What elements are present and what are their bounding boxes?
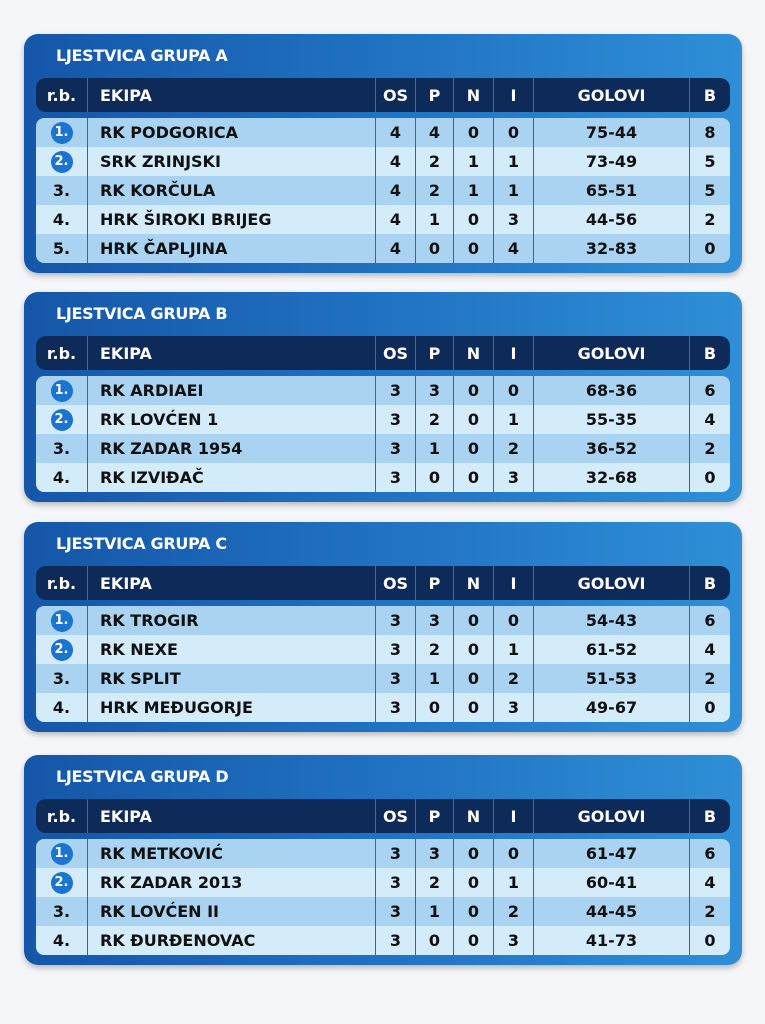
i-cell: 2: [494, 897, 534, 926]
i-cell: 4: [494, 234, 534, 263]
b-cell: 0: [704, 931, 716, 950]
golovi-cell: 61-47: [534, 839, 690, 868]
column-header-i: I: [494, 566, 534, 600]
table-row: [36, 205, 730, 234]
rank-cell: [36, 405, 88, 434]
column-header-golovi: GOLOVI: [534, 566, 690, 600]
column-header-n: N: [454, 799, 494, 833]
golovi-cell: 32-68: [534, 463, 690, 492]
rank-cell: [36, 635, 88, 664]
rank-badge: 2.: [51, 409, 73, 431]
column-header-b: B: [703, 85, 717, 105]
golovi-cell: 65-51: [534, 176, 690, 205]
b-cell: 0: [704, 698, 716, 717]
p-cell: 3: [416, 376, 454, 405]
column-header-b: B: [703, 343, 717, 363]
table-body: [36, 839, 730, 955]
table-row: [36, 693, 730, 722]
os-cell: 3: [376, 868, 416, 897]
n-cell: 0: [454, 897, 494, 926]
n-cell: 0: [454, 868, 494, 897]
table-body: [36, 606, 730, 722]
i-cell: 1: [494, 147, 534, 176]
p-cell: 2: [416, 147, 454, 176]
golovi-cell: 44-56: [534, 205, 690, 234]
i-cell: 2: [494, 664, 534, 693]
team-name: HRK ŠIROKI BRIJEG: [88, 205, 376, 234]
p-cell: 0: [416, 234, 454, 263]
column-header-n: N: [454, 566, 494, 600]
b-cell: 6: [704, 844, 716, 863]
p-cell: 2: [416, 405, 454, 434]
column-header-i: I: [494, 799, 534, 833]
i-cell: 0: [494, 839, 534, 868]
os-cell: 3: [376, 434, 416, 463]
os-cell: 4: [376, 118, 416, 147]
rank-cell: [36, 118, 88, 147]
team-name: RK IZVIĐAČ: [88, 463, 376, 492]
team-name: RK KORČULA: [88, 176, 376, 205]
b-cell: 4: [704, 640, 716, 659]
p-cell: 4: [416, 118, 454, 147]
group-title: LJESTVICA GRUPA D: [56, 767, 229, 786]
os-cell: 3: [376, 376, 416, 405]
column-header-n: N: [454, 78, 494, 112]
b-cell: 5: [704, 152, 716, 171]
rank-badge: 2.: [51, 151, 73, 173]
team-name: RK ARDIAEI: [88, 376, 376, 405]
rb-cell: 4.: [36, 926, 88, 955]
b-cell: 4: [704, 410, 716, 429]
column-header-rb: r.b.: [36, 566, 88, 600]
column-header-b: B: [703, 806, 717, 826]
os-cell: 4: [376, 147, 416, 176]
rank-badge: 1.: [51, 610, 73, 632]
group-title: LJESTVICA GRUPA B: [56, 304, 228, 323]
i-cell: 0: [494, 606, 534, 635]
i-cell: 1: [494, 176, 534, 205]
os-cell: 4: [376, 176, 416, 205]
rb-cell: 3.: [36, 434, 88, 463]
column-header-n: N: [454, 336, 494, 370]
column-header-os: OS: [376, 799, 416, 833]
table-row: [36, 147, 730, 176]
golovi-cell: 54-43: [534, 606, 690, 635]
rb-cell: 5.: [36, 234, 88, 263]
rb-cell: 3.: [36, 176, 88, 205]
os-cell: 4: [376, 205, 416, 234]
os-cell: 4: [376, 234, 416, 263]
n-cell: 0: [454, 434, 494, 463]
table-row: [36, 635, 730, 664]
table-row: [36, 897, 730, 926]
rb-cell: 4.: [36, 463, 88, 492]
rb-cell: 4.: [36, 693, 88, 722]
golovi-cell: 73-49: [534, 147, 690, 176]
n-cell: 0: [454, 405, 494, 434]
column-header-b: B: [703, 573, 717, 593]
column-header-rb: r.b.: [36, 336, 88, 370]
golovi-cell: 61-52: [534, 635, 690, 664]
i-cell: 3: [494, 205, 534, 234]
p-cell: 1: [416, 434, 454, 463]
golovi-cell: 55-35: [534, 405, 690, 434]
table-row: [36, 176, 730, 205]
team-name: RK ĐURĐENOVAC: [88, 926, 376, 955]
n-cell: 1: [454, 176, 494, 205]
table-header: [36, 78, 730, 112]
golovi-cell: 41-73: [534, 926, 690, 955]
table-body: [36, 376, 730, 492]
table-row: [36, 606, 730, 635]
rank-cell: [36, 606, 88, 635]
rank-badge: 1.: [51, 122, 73, 144]
p-cell: 2: [416, 176, 454, 205]
os-cell: 3: [376, 606, 416, 635]
n-cell: 0: [454, 839, 494, 868]
rank-cell: [36, 868, 88, 897]
i-cell: 0: [494, 376, 534, 405]
p-cell: 0: [416, 693, 454, 722]
table-header: [36, 799, 730, 833]
rank-badge: 2.: [51, 639, 73, 661]
i-cell: 3: [494, 926, 534, 955]
rank-badge: 1.: [51, 843, 73, 865]
table-row: [36, 868, 730, 897]
p-cell: 1: [416, 897, 454, 926]
group-title: LJESTVICA GRUPA C: [56, 534, 227, 553]
n-cell: 0: [454, 606, 494, 635]
column-header-p: P: [416, 78, 454, 112]
golovi-cell: 49-67: [534, 693, 690, 722]
p-cell: 1: [416, 205, 454, 234]
rank-badge: 1.: [51, 380, 73, 402]
column-header-i: I: [494, 336, 534, 370]
os-cell: 3: [376, 664, 416, 693]
column-header-rb: r.b.: [36, 78, 88, 112]
os-cell: 3: [376, 839, 416, 868]
column-header-golovi: GOLOVI: [534, 336, 690, 370]
column-header-os: OS: [376, 566, 416, 600]
team-name: SRK ZRINJSKI: [88, 147, 376, 176]
table-header: [36, 566, 730, 600]
column-header-golovi: GOLOVI: [534, 799, 690, 833]
team-name: HRK MEĐUGORJE: [88, 693, 376, 722]
b-cell: 2: [704, 210, 716, 229]
team-name: RK PODGORICA: [88, 118, 376, 147]
golovi-cell: 60-41: [534, 868, 690, 897]
rank-cell: [36, 147, 88, 176]
n-cell: 0: [454, 234, 494, 263]
column-header-rb: r.b.: [36, 799, 88, 833]
golovi-cell: 68-36: [534, 376, 690, 405]
golovi-cell: 44-45: [534, 897, 690, 926]
b-cell: 0: [704, 468, 716, 487]
column-header-p: P: [416, 336, 454, 370]
table-row: [36, 664, 730, 693]
b-cell: 6: [704, 611, 716, 630]
team-name: RK ZADAR 1954: [88, 434, 376, 463]
rank-badge: 2.: [51, 872, 73, 894]
group-panel: [24, 522, 742, 732]
n-cell: 0: [454, 463, 494, 492]
rank-cell: [36, 839, 88, 868]
column-header-p: P: [416, 566, 454, 600]
team-name: RK ZADAR 2013: [88, 868, 376, 897]
group-panel: [24, 292, 742, 502]
table-row: [36, 376, 730, 405]
p-cell: 0: [416, 926, 454, 955]
golovi-cell: 51-53: [534, 664, 690, 693]
b-cell: 2: [704, 439, 716, 458]
column-header-ekipa: EKIPA: [88, 799, 376, 833]
table-row: [36, 463, 730, 492]
team-name: RK LOVĆEN 1: [88, 405, 376, 434]
b-cell: 8: [704, 123, 716, 142]
p-cell: 3: [416, 839, 454, 868]
column-header-os: OS: [376, 78, 416, 112]
i-cell: 1: [494, 868, 534, 897]
os-cell: 3: [376, 463, 416, 492]
n-cell: 0: [454, 926, 494, 955]
group-panel: [24, 34, 742, 273]
rb-cell: 4.: [36, 205, 88, 234]
table-row: [36, 926, 730, 955]
b-cell: 6: [704, 381, 716, 400]
team-name: RK NEXE: [88, 635, 376, 664]
n-cell: 0: [454, 205, 494, 234]
table-header: [36, 336, 730, 370]
os-cell: 3: [376, 405, 416, 434]
p-cell: 2: [416, 635, 454, 664]
n-cell: 0: [454, 693, 494, 722]
table-row: [36, 839, 730, 868]
column-header-ekipa: EKIPA: [88, 566, 376, 600]
column-header-i: I: [494, 78, 534, 112]
p-cell: 3: [416, 606, 454, 635]
p-cell: 1: [416, 664, 454, 693]
column-header-ekipa: EKIPA: [88, 336, 376, 370]
n-cell: 0: [454, 635, 494, 664]
os-cell: 3: [376, 635, 416, 664]
team-name: RK LOVĆEN II: [88, 897, 376, 926]
column-header-p: P: [416, 799, 454, 833]
p-cell: 0: [416, 463, 454, 492]
table-body: [36, 118, 730, 263]
golovi-cell: 36-52: [534, 434, 690, 463]
team-name: RK SPLIT: [88, 664, 376, 693]
i-cell: 2: [494, 434, 534, 463]
i-cell: 3: [494, 693, 534, 722]
table-row: [36, 434, 730, 463]
group-title: LJESTVICA GRUPA A: [56, 46, 228, 65]
n-cell: 1: [454, 147, 494, 176]
table-row: [36, 234, 730, 263]
team-name: HRK ČAPLJINA: [88, 234, 376, 263]
rb-cell: 3.: [36, 664, 88, 693]
i-cell: 1: [494, 635, 534, 664]
column-header-golovi: GOLOVI: [534, 78, 690, 112]
b-cell: 2: [704, 902, 716, 921]
b-cell: 2: [704, 669, 716, 688]
i-cell: 3: [494, 463, 534, 492]
rank-cell: [36, 376, 88, 405]
b-cell: 0: [704, 239, 716, 258]
table-row: [36, 118, 730, 147]
i-cell: 1: [494, 405, 534, 434]
n-cell: 0: [454, 118, 494, 147]
team-name: RK METKOVIĆ: [88, 839, 376, 868]
b-cell: 5: [704, 181, 716, 200]
os-cell: 3: [376, 693, 416, 722]
p-cell: 2: [416, 868, 454, 897]
group-panel: [24, 755, 742, 965]
team-name: RK TROGIR: [88, 606, 376, 635]
golovi-cell: 75-44: [534, 118, 690, 147]
i-cell: 0: [494, 118, 534, 147]
column-header-ekipa: EKIPA: [88, 78, 376, 112]
os-cell: 3: [376, 897, 416, 926]
n-cell: 0: [454, 664, 494, 693]
rb-cell: 3.: [36, 897, 88, 926]
table-row: [36, 405, 730, 434]
column-header-os: OS: [376, 336, 416, 370]
b-cell: 4: [704, 873, 716, 892]
os-cell: 3: [376, 926, 416, 955]
n-cell: 0: [454, 376, 494, 405]
golovi-cell: 32-83: [534, 234, 690, 263]
